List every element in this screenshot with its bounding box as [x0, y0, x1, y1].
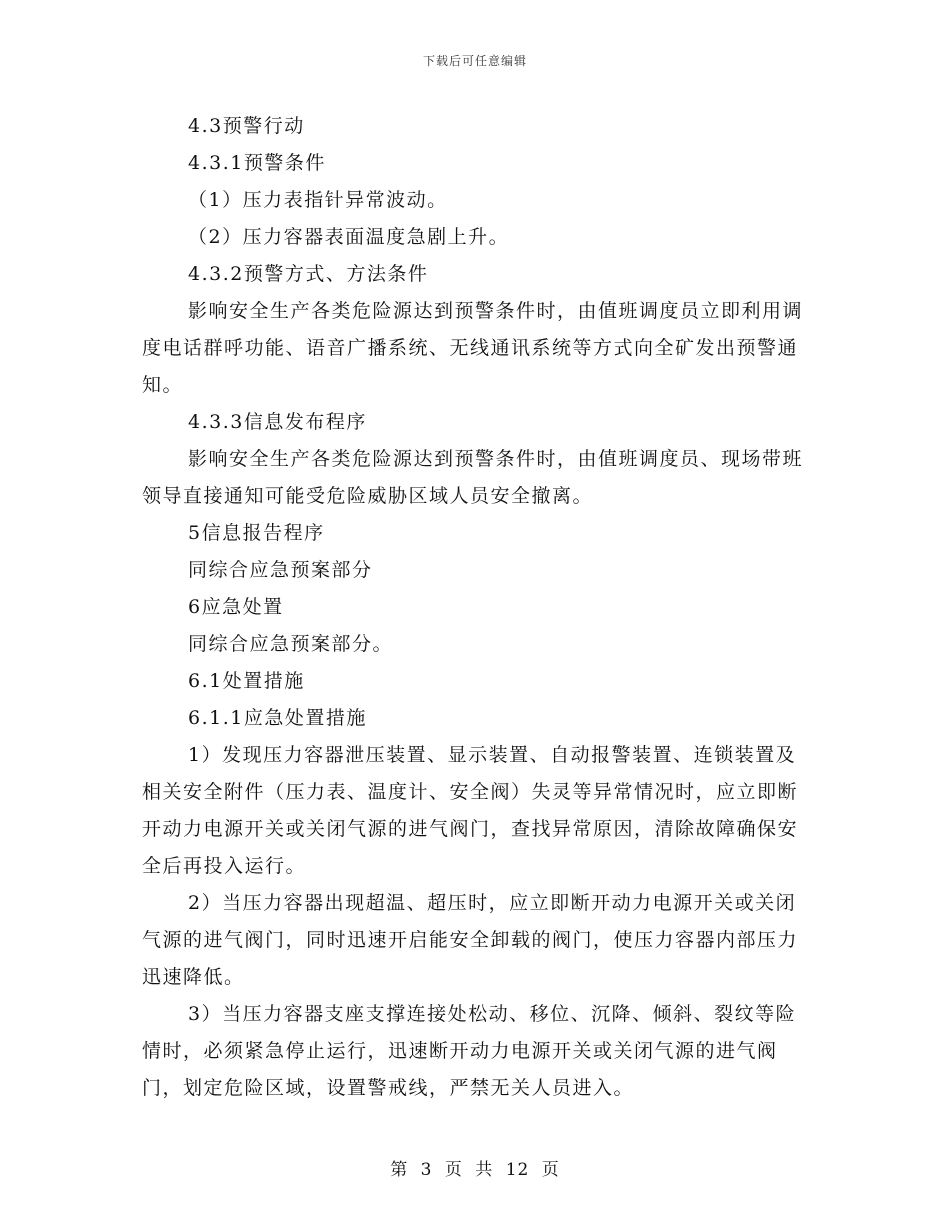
- section-heading-6-1: 6.1处置措施: [188, 670, 305, 692]
- section-heading-4-3-2: 4.3.2预警方式、方法条件: [188, 263, 429, 285]
- condition-item-1: （1）压力表指针异常波动。: [188, 189, 448, 211]
- page-number-footer: 第 3 页 共 12 页: [390, 1160, 560, 1180]
- section-heading-4-3-3: 4.3.3信息发布程序: [188, 411, 367, 433]
- paragraph-5: 同综合应急预案部分: [188, 559, 373, 581]
- section-heading-4-3: 4.3预警行动: [188, 115, 305, 137]
- measure-item-3: 3）当压力容器支座支撑连接处松动、移位、沉降、倾斜、裂纹等险情时，必须紧急停止运行，迅速断开动力电源开关或关闭气源的进气阀门，划定危险区域，设置警戒线，严禁无关人员进入。: [142, 1003, 797, 1099]
- page-header: 下载后可任意编辑: [422, 54, 527, 68]
- section-heading-6: 6应急处置: [188, 596, 284, 618]
- paragraph-4-3-3: 影响安全生产各类危险源达到预警条件时，由值班调度员、现场带班领导直接通知可能受危险威胁区域人员安全撤离。: [142, 448, 804, 507]
- section-heading-4-3-1: 4.3.1预警条件: [188, 152, 326, 174]
- measure-item-2: 2）当压力容器出现超温、超压时，应立即断开动力电源开关或关闭气源的进气阀门，同时迅速开启能安全卸载的阀门，使压力容器内部压力迅速降低。: [142, 892, 799, 988]
- condition-item-2: （2）压力容器表面温度急剧上升。: [188, 226, 510, 248]
- paragraph-4-3-2: 影响安全生产各类危险源达到预警条件时，由值班调度员立即利用调度电话群呼功能、语音广播系统、无线通讯系统等方式向全矿发出预警通知。: [142, 300, 804, 396]
- section-heading-5: 5信息报告程序: [188, 522, 325, 544]
- measure-item-1: 1）发现压力容器泄压装置、显示装置、自动报警装置、连锁装置及相关安全附件（压力表、温度计、安全阀）失灵等异常情况时，应立即断开动力电源开关或关闭气源的进气阀门，查找异常原因，清除故障确保安全后再投入运行。: [142, 744, 799, 877]
- section-heading-6-1-1: 6.1.1应急处置措施: [188, 707, 367, 729]
- paragraph-6: 同综合应急预案部分。: [188, 633, 394, 655]
- document-body: [142, 108, 814, 1107]
